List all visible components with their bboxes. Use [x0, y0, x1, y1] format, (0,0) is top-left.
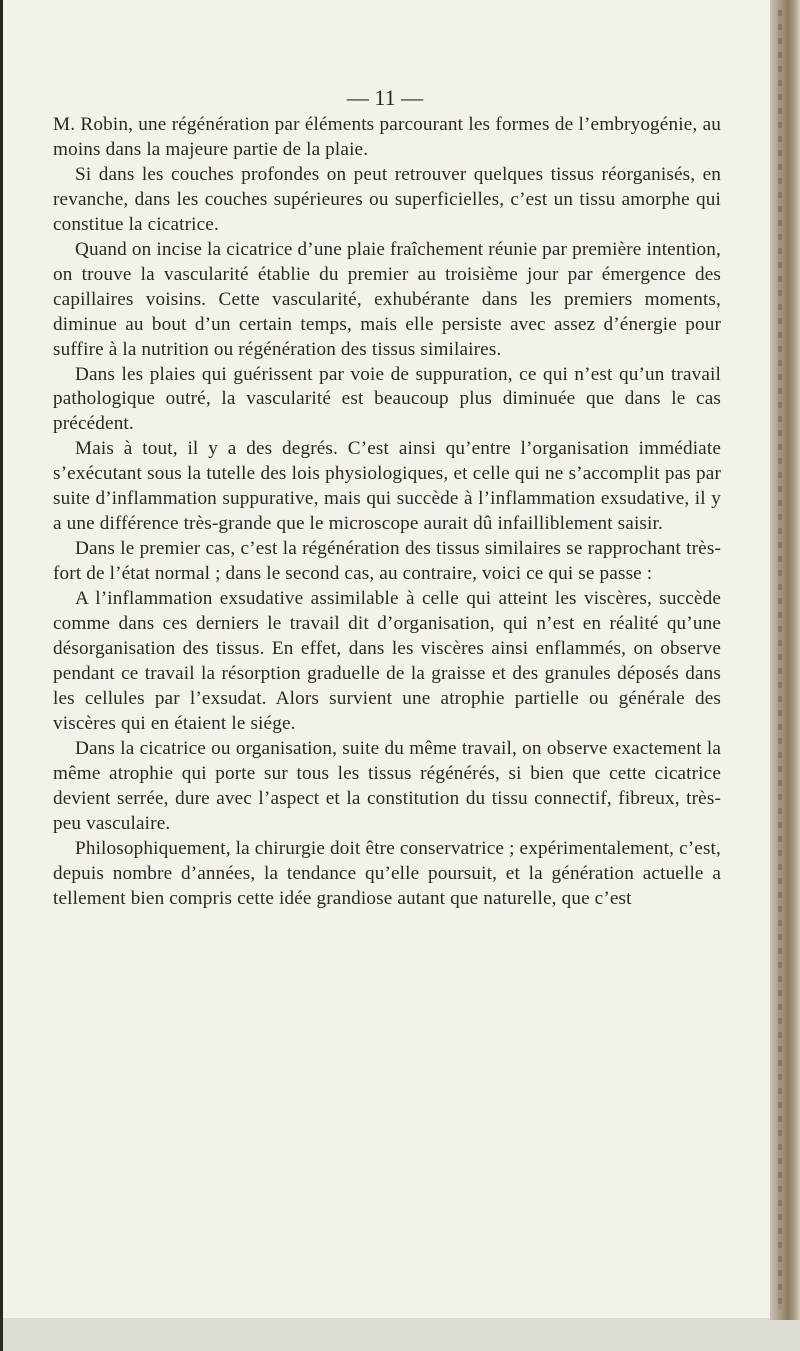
- paragraph-4: Dans les plaies qui guérissent par voie de suppuration, ce qui n’est qu’un travail pathologique outré, la vascularité est beaucoup plus diminuée que dans le cas précédent.: [53, 363, 721, 435]
- page-bottom-margin: [0, 1318, 800, 1351]
- paragraph-7: A l’inflammation exsudative assimilable à celle qui atteint les viscères, succède comme dans ces derniers le travail dit d’organisation, qui n’est en réalité qu’une désorganisation des tissus. En effet, dans les viscères ainsi enflammés, on observe pendant ce travail la résorption graduelle de la graisse et des granules déposés dans les cellules par l’exsudat. Alors survient une atrophie partielle ou générale des viscères qui en étaient le siége.: [53, 588, 721, 734]
- paragraph-2: Si dans les couches profondes on peut retrouver quelques tissus réorganisés, en revanche, dans les couches supérieures ou superficielles, c’est un tissu amorphe qui constitue la cicatrice.: [53, 163, 721, 235]
- body-text: [53, 113, 721, 912]
- spine-texture: [778, 10, 782, 1310]
- paragraph-6: Dans le premier cas, c’est la régénération des tissus similaires se rapprochant très-fort de l’état normal ; dans le second cas, au contraire, voici ce qui se passe :: [53, 538, 721, 585]
- book-spine-edge: [770, 0, 800, 1320]
- paragraph-3: Quand on incise la cicatrice d’une plaie fraîchement réunie par première intention, on trouve la vascularité établie du premier au troisième jour par émergence des capillaires voisins. Cette vascularité, exhubérante dans les premiers moments, diminue au bout d’un certain temps, mais elle persiste avec assez d’énergie pour suffire à la nutrition ou régénération des tissus similaires.: [53, 238, 721, 360]
- page-number: — 11 —: [346, 85, 424, 110]
- paragraph-8: Dans la cicatrice ou organisation, suite du même travail, on observe exactement la même atrophie qui porte sur tous les tissus régénérés, si bien que cette cicatrice devient serrée, dure avec l’aspect et la constitution du tissu connectif, fibreux, très-peu vasculaire.: [53, 737, 721, 834]
- paragraph-9: Philosophiquement, la chirurgie doit être conservatrice ; expérimentalement, c’est, depuis nombre d’années, la tendance qu’elle poursuit, et la génération actuelle a tellement bien compris cette idée grandiose autant que naturelle, que c’est: [53, 837, 721, 909]
- paragraph-5: Mais à tout, il y a des degrés. C’est ainsi qu’entre l’organisation immédiate s’exécutant sous la tutelle des lois physiologiques, et celle qui ne s’accomplit pas par suite d’inflammation suppurative, mais qui succède à l’inflammation exsudative, il y a une différence très-grande que le microscope aurait dû infailliblement saisir.: [53, 438, 721, 535]
- left-page-edge: [0, 0, 3, 1351]
- paragraph-1: M. Robin, une régénération par éléments parcourant les formes de l’embryogénie, au moins dans la majeure partie de la plaie.: [53, 114, 721, 160]
